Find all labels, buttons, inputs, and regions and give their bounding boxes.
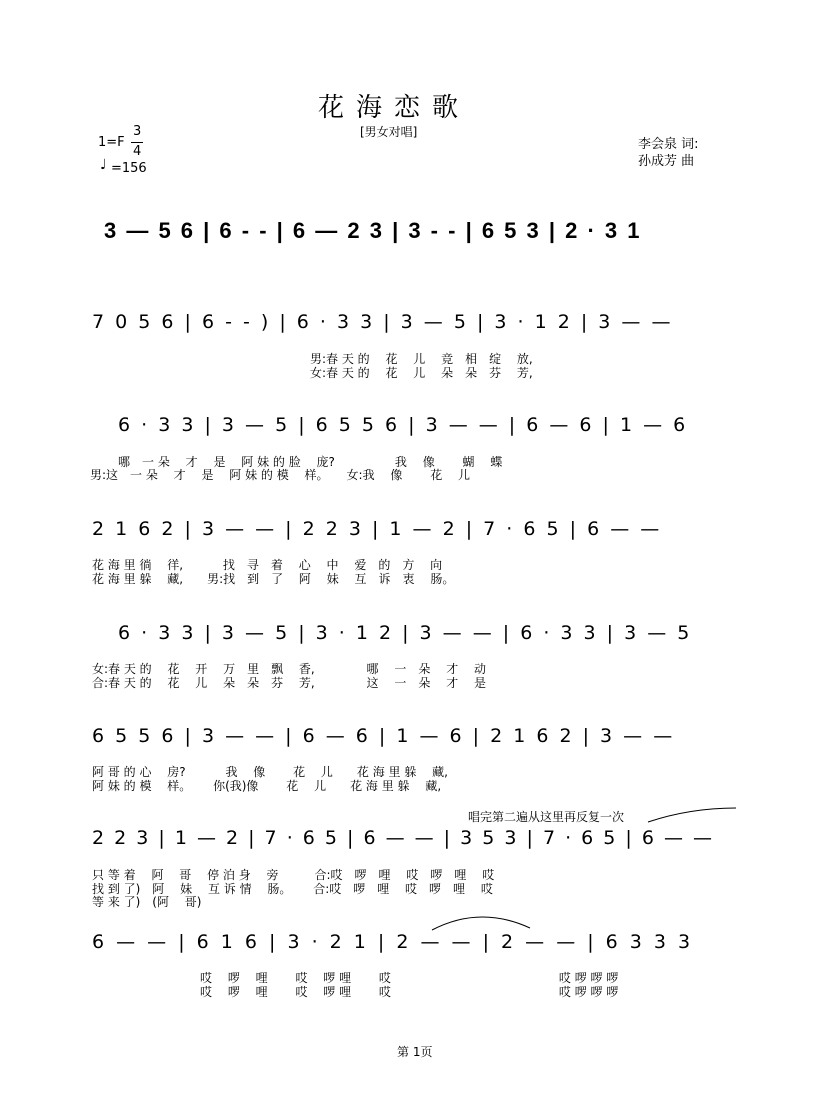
lyrics-row-3-line-1: 哪 一 朵 才 是 阿 妹 的 脸 庞? 我 像 蝴 蝶	[118, 455, 503, 469]
notation-row-4: 2 1 6 2 | 3 — — | 2 2 3 | 1 — 2 | 7 · 6 5 | 6 — —	[92, 518, 660, 540]
lyricist: 李会泉 词:	[638, 137, 699, 152]
slur-arc-row-8	[432, 917, 530, 930]
page-number: 第 1页	[397, 1045, 433, 1059]
time-signature-numerator: 3	[133, 124, 142, 139]
time-signature-denominator: 4	[133, 144, 142, 159]
lyrics-row-6-line-1: 阿 哥 的 心 房? 我 像 花 儿 花 海 里 躲 藏,	[92, 765, 448, 779]
notation-row-8: 6 — — | 6 1 6 | 3 · 2 1 | 2 — — | 2 — — | 6 3 3 3	[92, 931, 691, 953]
composer: 孙成芳 曲	[638, 154, 695, 169]
lyrics-row-8-line-2: 哎 啰 哩 哎 啰 哩 哎 哎 啰 啰 啰	[200, 985, 619, 999]
notation-row-5: 6 · 3 3 | 3 — 5 | 3 · 1 2 | 3 — — | 6 · 3 3 | 3 — 5	[118, 622, 690, 644]
song-subtitle: [男女对唱]	[360, 125, 418, 139]
key-signature: 1=F	[98, 135, 125, 150]
tempo: =156	[111, 161, 147, 176]
lyrics-row-8-line-1: 哎 啰 哩 哎 啰 哩 哎 哎 啰 啰 啰	[200, 971, 619, 985]
lyrics-row-7-line-3: 等 来 了) (阿 哥)	[92, 895, 202, 909]
lyrics-row-7-line-2: 找 到 了) 阿 妹 互 诉 情 肠。 合:哎 啰 哩 哎 啰 哩 哎	[92, 882, 493, 896]
song-title: 花海恋歌	[318, 93, 471, 123]
notation-row-1: 3 — 5 6 | 6 - - | 6 — 2 3 | 3 - - | 6 5 3 | 2 · 3 1	[104, 218, 640, 243]
lyrics-row-5-line-1: 女:春 天 的 花 开 万 里 飘 香, 哪 一 朵 才 动	[92, 662, 487, 676]
notation-row-6: 6 5 5 6 | 3 — — | 6 — 6 | 1 — 6 | 2 1 6 2 | 3 — —	[92, 725, 673, 747]
slur-arc-row-7	[648, 808, 736, 822]
notation-row-2: 7 0 5 6 | 6 - - ) | 6 · 3 3 | 3 — 5 | 3 · 1 2 | 3 — —	[92, 311, 671, 333]
lyrics-row-4-line-1: 花 海 里 徜 徉, 找 寻 着 心 中 爱 的 方 向	[92, 558, 443, 572]
notation-row-7: 2 2 3 | 1 — 2 | 7 · 6 5 | 6 — — | 3 5 3 | 7 · 6 5 | 6 — —	[92, 827, 713, 849]
lyrics-row-3-line-2: 男:这 一 朵 才 是 阿 妹 的 模 样。 女:我 像 花 儿	[90, 468, 471, 482]
lyrics-row-7-line-1: 只 等 着 阿 哥 停 泊 身 旁 合:哎 啰 哩 哎 啰 哩 哎	[92, 868, 495, 882]
repeat-annotation: 唱完第二遍从这里再反复一次	[468, 810, 625, 824]
notation-row-3: 6 · 3 3 | 3 — 5 | 6 5 5 6 | 3 — — | 6 — 6 | 1 — 6	[118, 414, 686, 436]
lyrics-row-2-line-2: 女:春 天 的 花 儿 朵 朵 芬 芳,	[310, 366, 533, 380]
lyrics-row-4-line-2: 花 海 里 躲 藏, 男:找 到 了 阿 妹 互 诉 衷 肠。	[92, 572, 455, 586]
quarter-note-icon: ♩	[100, 157, 107, 173]
lyrics-row-5-line-2: 合:春 天 的 花 儿 朵 朵 芬 芳, 这 一 朵 才 是	[92, 676, 487, 690]
lyrics-row-6-line-2: 阿 妹 的 模 样。 你(我)像 花 儿 花 海 里 躲 藏,	[92, 779, 442, 793]
lyrics-row-2-line-1: 男:春 天 的 花 儿 竞 相 绽 放,	[310, 352, 533, 366]
